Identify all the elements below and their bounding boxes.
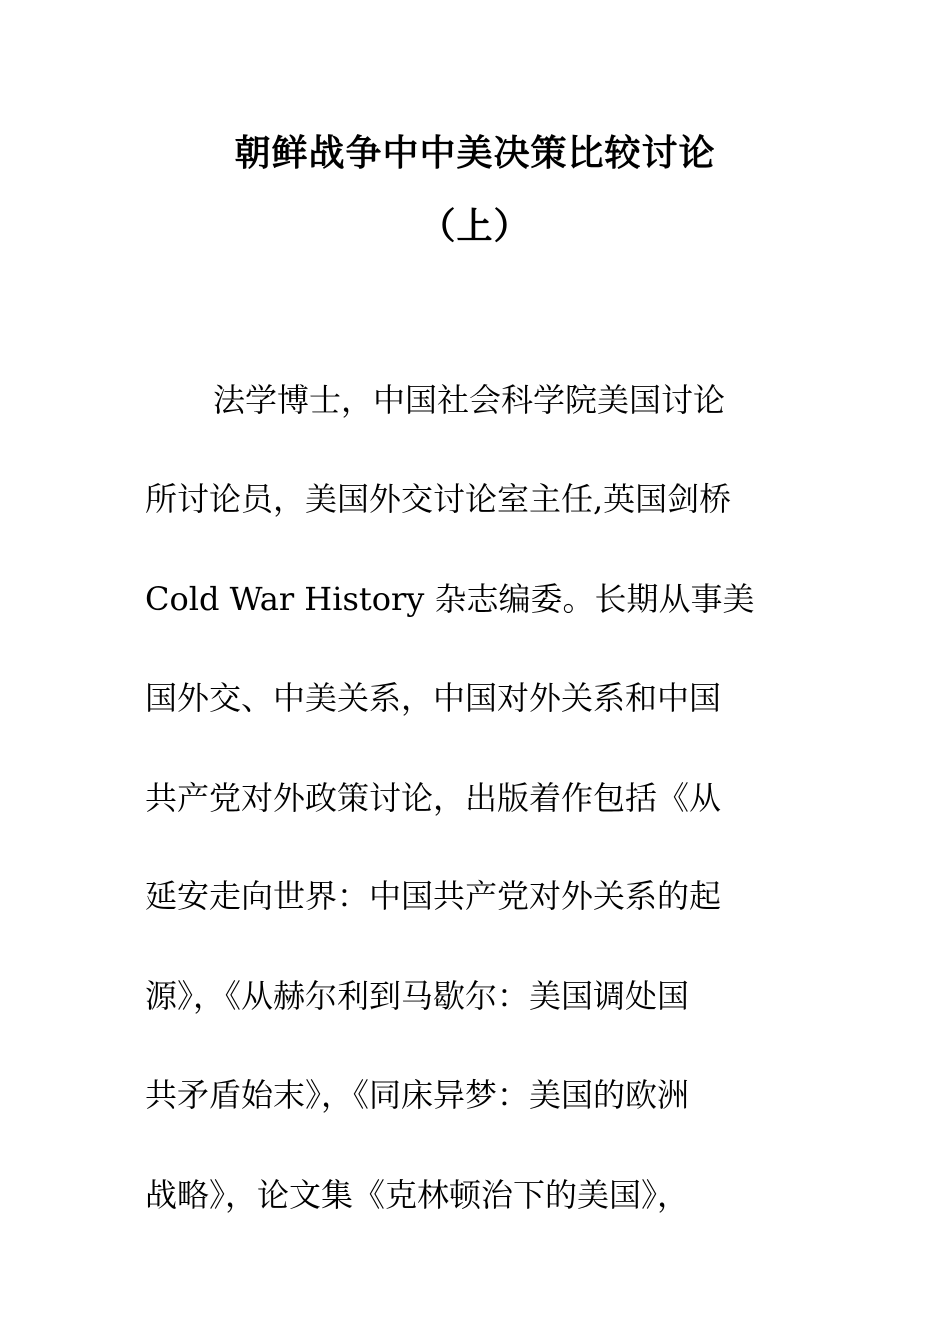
document-title: 朝鲜战争中中美决策比较讨论 [234, 133, 716, 174]
body-line-7: 源》，《从赫尔利到马歇尔：美国调处国 [145, 977, 690, 1015]
body-line-5: 共产党对外政策讨论，出版着作包括《从 [145, 779, 722, 817]
body-line-8: 共矛盾始末》，《同床异梦：美国的欧洲 [145, 1076, 690, 1114]
body-line-4: 国外交、中美关系，中国对外关系和中国 [145, 679, 722, 717]
body-line-3: Cold War History 杂志编委。长期从事美 [145, 580, 755, 618]
body-line-1: 法学博士，中国社会科学院美国讨论 [213, 381, 726, 419]
body-line-2: 所讨论员，美国外交讨论室主任,英国剑桥 [145, 480, 732, 518]
body-line-6: 延安走向世界：中国共产党对外关系的起 [145, 877, 722, 915]
body-line-9: 战略》，论文集《克林顿治下的美国》， [145, 1176, 690, 1214]
document-subtitle: （上） [419, 206, 531, 247]
